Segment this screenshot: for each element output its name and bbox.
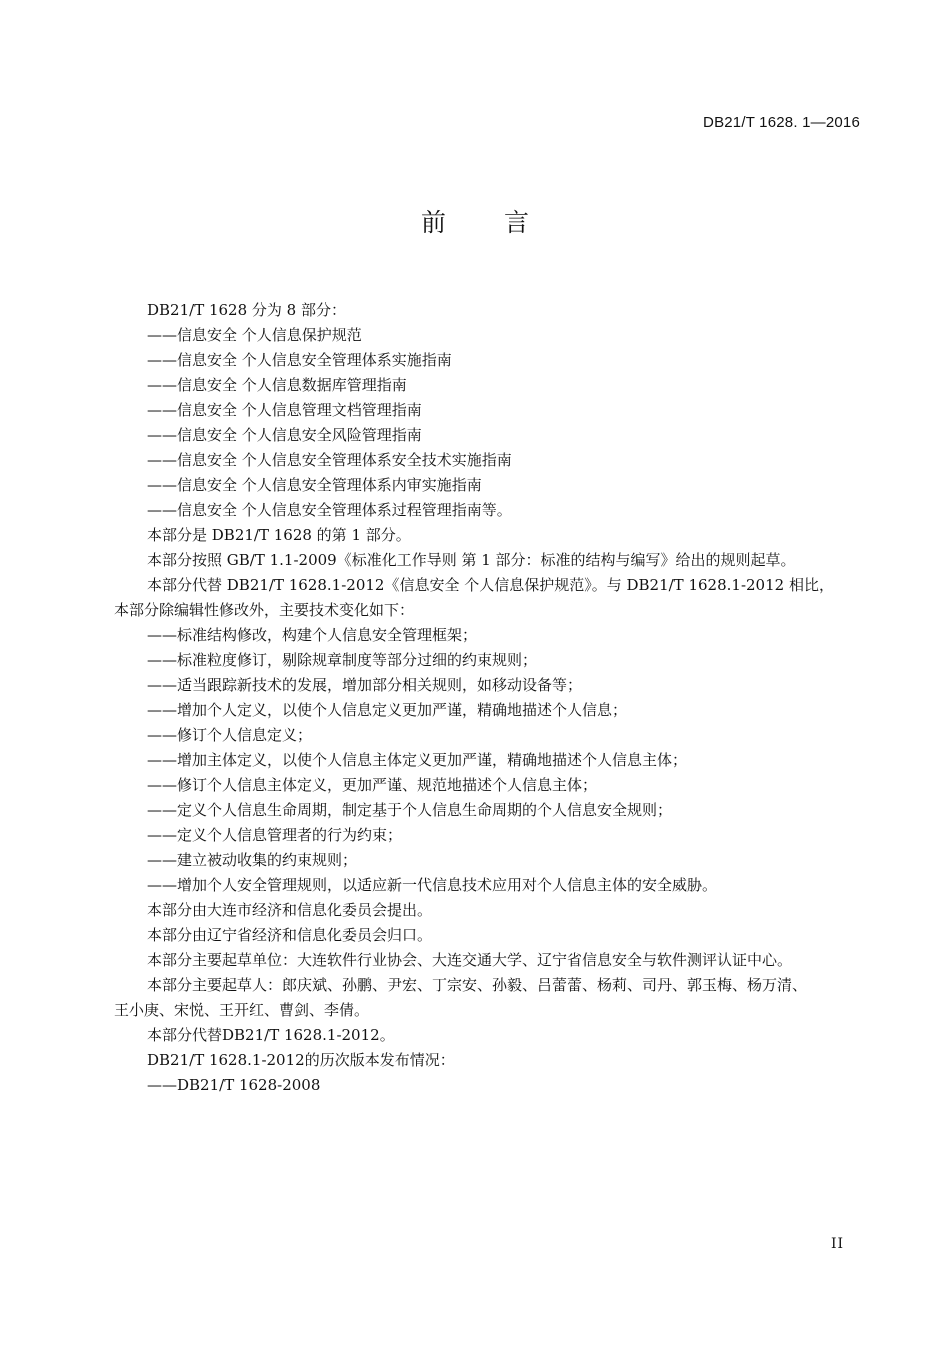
list-item: ——信息安全 个人信息管理文档管理指南 bbox=[147, 401, 422, 419]
title-char-2: 言 bbox=[504, 208, 530, 237]
list-item: ——信息安全 个人信息数据库管理指南 bbox=[147, 376, 407, 394]
paragraph-line: DB21/T 1628 分为 8 部分： bbox=[147, 301, 346, 319]
page-number: II bbox=[830, 1236, 844, 1252]
list-item: ——增加个人安全管理规则，以适应新一代信息技术应用对个人信息主体的安全威胁。 bbox=[147, 876, 718, 894]
list-item: ——标准结构修改，构建个人信息安全管理框架； bbox=[147, 626, 478, 644]
paragraph-line: 本部分由辽宁省经济和信息化委员会归口。 bbox=[147, 926, 433, 944]
paragraph-line: 王小庚、宋悦、王开红、曹剑、李倩。 bbox=[114, 1001, 370, 1019]
paragraph-line: 本部分代替 DB21/T 1628.1-2012《信息安全 个人信息保护规范》。与 DB21/T 1628.1-2012 相比， bbox=[147, 576, 834, 594]
paragraph-line: DB21/T 1628.1-2012的历次版本发布情况： bbox=[147, 1051, 455, 1069]
foreword-body bbox=[114, 298, 866, 1098]
list-item: ——信息安全 个人信息保护规范 bbox=[147, 326, 362, 344]
list-item: ——定义个人信息管理者的行为约束； bbox=[147, 826, 403, 844]
paragraph-line: 本部分主要起草人：郎庆斌、孙鹏、尹宏、丁宗安、孙毅、吕蕾蕾、杨莉、司丹、郭玉梅、杨万清、 bbox=[147, 976, 808, 994]
title-char-1: 前 bbox=[420, 208, 446, 237]
document-code: DB21/T 1628. 1—2016 bbox=[703, 114, 860, 131]
list-item: ——信息安全 个人信息安全管理体系内审实施指南 bbox=[147, 476, 482, 494]
list-item: ——定义个人信息生命周期，制定基于个人信息生命周期的个人信息安全规则； bbox=[147, 801, 673, 819]
list-item: ——修订个人信息主体定义，更加严谨、规范地描述个人信息主体； bbox=[147, 776, 598, 794]
page-title bbox=[0, 203, 950, 239]
list-item: ——信息安全 个人信息安全管理体系过程管理指南等。 bbox=[147, 501, 512, 519]
list-item: ——DB21/T 1628-2008 bbox=[147, 1076, 321, 1094]
list-item: ——适当跟踪新技术的发展，增加部分相关规则，如移动设备等； bbox=[147, 676, 583, 694]
list-item: ——信息安全 个人信息安全管理体系安全技术实施指南 bbox=[147, 451, 512, 469]
paragraph-line: 本部分代替DB21/T 1628.1-2012。 bbox=[147, 1026, 395, 1044]
list-item: ——信息安全 个人信息安全风险管理指南 bbox=[147, 426, 422, 444]
list-item: ——增加个人定义，以使个人信息定义更加严谨，精确地描述个人信息； bbox=[147, 701, 628, 719]
paragraph-line: 本部分主要起草单位：大连软件行业协会、大连交通大学、辽宁省信息安全与软件测评认证中心。 bbox=[147, 951, 793, 969]
list-item: ——建立被动收集的约束规则； bbox=[147, 851, 358, 869]
list-item: ——信息安全 个人信息安全管理体系实施指南 bbox=[147, 351, 452, 369]
list-item: ——标准粒度修订，剔除规章制度等部分过细的约束规则； bbox=[147, 651, 538, 669]
paragraph-line: 本部分是 DB21/T 1628 的第 1 部分。 bbox=[147, 526, 411, 544]
paragraph-line: 本部分除编辑性修改外，主要技术变化如下： bbox=[114, 601, 415, 619]
list-item: ——修订个人信息定义； bbox=[147, 726, 313, 744]
list-item: ——增加主体定义，以使个人信息主体定义更加严谨，精确地描述个人信息主体； bbox=[147, 751, 688, 769]
paragraph-line: 本部分按照 GB/T 1.1-2009《标准化工作导则 第 1 部分：标准的结构与编写》给出的规则起草。 bbox=[147, 551, 796, 569]
paragraph-line: 本部分由大连市经济和信息化委员会提出。 bbox=[147, 901, 433, 919]
